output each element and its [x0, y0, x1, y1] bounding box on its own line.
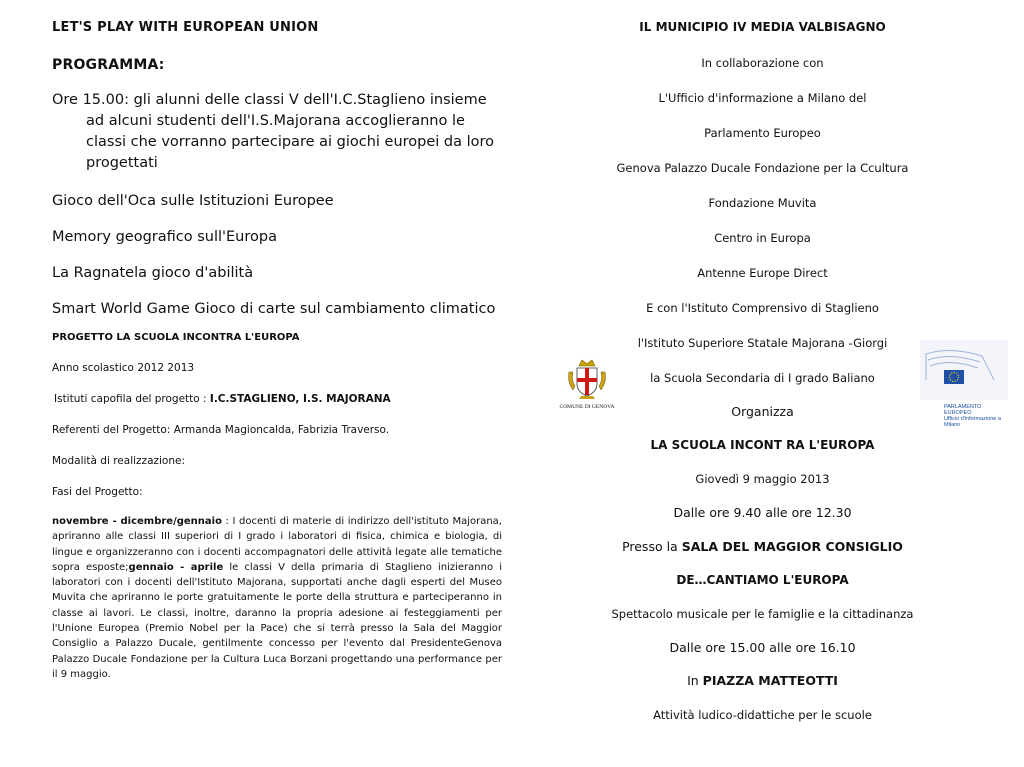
partner-line: Centro in Europa — [714, 231, 811, 245]
lead-institutes — [52, 393, 502, 405]
genova-caption: COMUNE DI GENOVA — [559, 404, 615, 410]
partner-line: Fondazione Muvita — [708, 196, 817, 210]
partner-line: In collaborazione con — [701, 56, 824, 70]
game-item: Gioco dell'Oca sulle Istituzioni Europee — [52, 193, 334, 209]
programma-heading: PROGRAMMA: — [52, 57, 165, 73]
cantiamo-title: DE…CANTIAMO L'EUROPA — [676, 573, 849, 587]
fasi: Fasi del Progetto: — [52, 486, 143, 498]
phase1-label: novembre - dicembre/gennaio — [52, 516, 222, 527]
partner-line: la Scuola Secondaria di I grado Baliano — [650, 371, 875, 385]
game-item: Memory geografico sull'Europa — [52, 229, 277, 245]
phase-details — [52, 514, 502, 682]
event-location-1 — [600, 539, 925, 554]
spettacolo-line: Spettacolo musicale per le famiglie e la cittadinanza — [611, 607, 914, 621]
presso-prefix: Presso la — [622, 539, 682, 554]
lead-label: Istituti capofila del progetto : — [54, 393, 210, 405]
partner-line: Parlamento Europeo — [704, 126, 821, 140]
in-prefix: In — [687, 673, 703, 688]
right-column — [600, 20, 925, 723]
event-time-2: Dalle ore 15.00 alle ore 16.10 — [669, 640, 856, 655]
organizza-line: Organizza — [731, 404, 794, 419]
event-title: LA SCUOLA INCONT RA L'EUROPA — [650, 438, 875, 452]
lead-value: I.C.STAGLIENO, I.S. MAJORANA — [209, 393, 391, 405]
event-location-2 — [600, 673, 925, 688]
school-year: Anno scolastico 2012 2013 — [52, 362, 195, 374]
partner-line: L'Ufficio d'informazione a Milano del — [658, 91, 867, 105]
program-intro: Ore 15.00: gli alunni delle classi V dell'I.C.Staglieno insieme ad alcuni studenti dell'I.S.Majorana accoglieranno le classi che vorranno partecipare ai giochi europei da loro progettati — [52, 92, 495, 171]
attivita-line: Attività ludico-didattiche per le scuole — [653, 708, 872, 722]
project-title: PROGETTO LA SCUOLA INCONTRA L'EUROPA — [52, 332, 300, 343]
game-item: La Ragnatela gioco d'abilità — [52, 265, 254, 281]
game-item: Smart World Game Gioco di carte sul cambiamento climatico — [52, 301, 496, 317]
partner-line: l'Istituto Superiore Statale Majorana -Giorgi — [637, 336, 888, 350]
left-column — [52, 20, 502, 682]
event-date: Giovedì 9 maggio 2013 — [695, 472, 830, 486]
referents: Referenti del Progetto: Armanda Magioncalda, Fabrizia Traverso. — [52, 424, 390, 436]
phase2-text: le classi V della primaria di Staglieno inizieranno i laboratori con i docenti dell'Istituto Majorana, supportati anche dagli esperti del Museo Muvita che apriranno le porte gratuitamente le porte della struttura e parteciperanno in classe ai lavori. Le classi, inoltre, daranno la propria adesione ai festeggiamenti per l'Unione Europea (Premio Nobel per la Pace) che si terrà presso la Sala del Maggior Consiglio a Palazzo Ducale, gentilmente concesso per l'evento dal PresidenteGenova Palazzo Ducale Fondazione per la Cultura Luca Borzani progettando una performance per il 9 maggio. — [52, 561, 502, 680]
ep-caption-line1: PARLAMENTO EUROPEO — [944, 404, 982, 416]
page-title: LET'S PLAY WITH EUROPEAN UNION — [52, 20, 319, 35]
parlamento-europeo-logo — [920, 340, 1010, 428]
partner-line: E con l'Istituto Comprensivo di Staglieno — [646, 301, 879, 315]
ep-caption-line2: Ufficio d'informazione a Milano — [944, 416, 1001, 428]
in-place: PIAZZA MATTEOTTI — [702, 673, 838, 688]
european-parliament-icon — [920, 340, 1008, 400]
event-time-1: Dalle ore 9.40 alle ore 12.30 — [673, 505, 852, 520]
partner-line: Genova Palazzo Ducale Fondazione per la Ccultura — [616, 161, 909, 175]
phase2-label: gennaio - aprile — [128, 561, 224, 573]
organizer-title: IL MUNICIPIO IV MEDIA VALBISAGNO — [639, 20, 886, 34]
partner-line: Antenne Europe Direct — [697, 266, 828, 280]
phase1-text: : I docenti di materie di indirizzo dell'istituto Majorana, apriranno alle classi III superiori di I grado i laboratori di fisica, chimica e biologia, di lingue e organizzeranno con i docenti accompagnatori delle attività legate alle tematiche sopra esposte; — [52, 516, 502, 573]
presso-place: SALA DEL MAGGIOR CONSIGLIO — [681, 539, 903, 554]
modalita: Modalità di realizzazione: — [52, 455, 186, 467]
